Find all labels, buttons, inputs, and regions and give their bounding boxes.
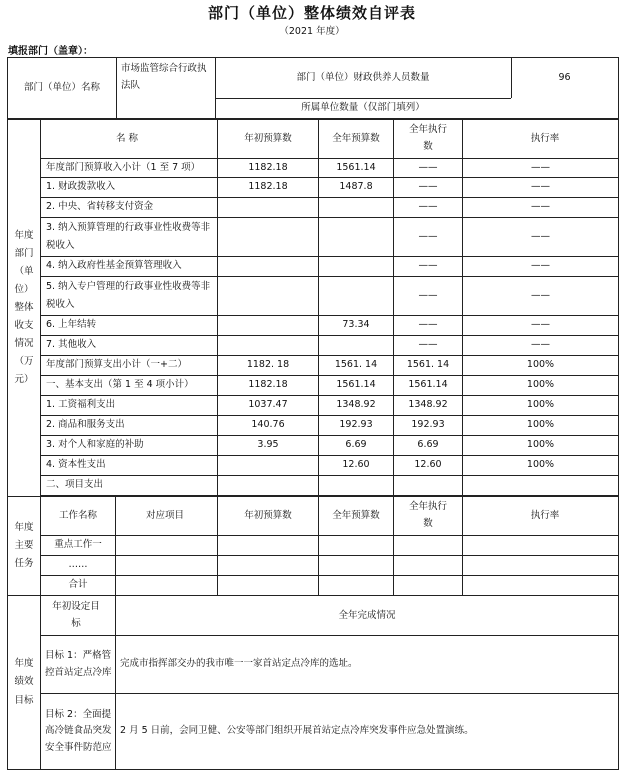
grid-line (7, 496, 619, 497)
grid-line (40, 415, 619, 416)
grid-line (40, 635, 619, 636)
finance-row-12-budget: 192.93 (339, 419, 373, 431)
goal-1: 目标 1：严格管控首站定点冷库 (45, 649, 112, 678)
finance-row-2-budget: 1487.8 (339, 181, 373, 193)
finance-row-13-budget: 6.69 (345, 439, 367, 451)
finance-row-1-rate: —— (531, 161, 550, 173)
finance-row-5-name: 4. 纳入政府性基金预算管理收入 (46, 260, 182, 272)
finance-row-11-initial: 1037.47 (248, 399, 288, 411)
finance-row-2-executed: —— (418, 181, 438, 193)
grid-line (215, 98, 511, 99)
tasks-header-initial: 年初预算数 (244, 509, 292, 521)
grid-line (40, 177, 619, 178)
finance-row-6-initial (218, 277, 318, 315)
finance-row-3-initial (218, 198, 318, 217)
finance-row-8-initial (218, 336, 318, 355)
grid-line (40, 315, 619, 316)
grid-line (40, 455, 619, 456)
finance-row-8-name: 7. 其他收入 (46, 339, 97, 351)
finance-row-1-executed: —— (418, 161, 438, 173)
finance-row-4-executed: —— (418, 230, 438, 242)
grid-line (40, 435, 619, 436)
finance-row-13-initial: 3.95 (257, 439, 279, 451)
grid-line (115, 595, 116, 769)
grid-line (462, 496, 463, 595)
grid-line (393, 119, 394, 496)
tasks-row-1: 重点工作一 (54, 539, 102, 551)
staff-count-value: 96 (558, 71, 571, 83)
unit-name-value: 市场监管综合行政执法队 (121, 63, 207, 91)
finance-row-5-executed: —— (418, 260, 438, 272)
finance-row-10-budget: 1561.14 (336, 379, 376, 391)
grid-line (40, 355, 619, 356)
finance-row-9-budget: 1561. 14 (334, 359, 378, 371)
finance-header-name: 名 称 (115, 132, 139, 144)
finance-row-2-name: 1. 财政拨款收入 (46, 181, 116, 193)
finance-row-10-rate: 100% (526, 379, 555, 391)
grid-line (40, 555, 619, 556)
grid-line (7, 769, 619, 770)
finance-row-12-initial: 140.76 (251, 419, 285, 431)
finance-row-14-budget: 12.60 (342, 459, 370, 471)
grid-line (393, 496, 394, 595)
grid-line (318, 119, 319, 496)
grid-line (115, 496, 116, 595)
finance-row-2-initial: 1182.18 (248, 181, 288, 193)
grid-line (7, 595, 619, 596)
finance-row-11-budget: 1348.92 (336, 399, 376, 411)
finance-row-6-budget (319, 277, 393, 315)
finance-row-10-name: 一、基本支出（第 1 至 4 项小计） (46, 379, 194, 391)
finance-row-7-budget: 73.34 (342, 319, 370, 331)
finance-row-13-executed: 6.69 (417, 439, 439, 451)
finance-row-15-budget (319, 476, 393, 495)
finance-row-3-executed: —— (418, 201, 438, 213)
finance-row-1-name: 年度部门预算收入小计（1 至 7 项） (46, 161, 201, 173)
grid-line (462, 119, 463, 496)
finance-row-13-name: 3. 对个人和家庭的补助 (46, 439, 144, 451)
finance-row-4-initial (218, 218, 318, 256)
finance-row-7-executed: —— (418, 319, 438, 331)
tasks-header-project: 对应项目 (145, 509, 184, 521)
finance-row-7-name: 6. 上年结转 (46, 319, 97, 331)
grid-line (40, 197, 619, 198)
grid-line (40, 575, 619, 576)
finance-row-9-rate: 100% (526, 359, 555, 371)
finance-row-14-initial (218, 456, 318, 475)
finance-row-14-name: 4. 资本性支出 (46, 459, 106, 471)
finance-row-4-budget (319, 218, 393, 256)
finance-row-6-name: 5. 纳入专户管理的行政事业性收费等非税收入 (46, 280, 211, 310)
finance-row-1-budget: 1561.14 (336, 161, 376, 173)
finance-row-9-name: 年度部门预算支出小计（一+二） (46, 359, 187, 371)
finance-row-14-executed: 12.60 (414, 459, 442, 471)
goals-header-right: 全年完成情况 (338, 609, 396, 621)
finance-row-3-rate: —— (531, 201, 550, 213)
finance-row-1-initial: 1182.18 (248, 161, 288, 173)
finance-row-10-initial: 1182.18 (248, 379, 288, 391)
finance-row-15-rate (463, 476, 618, 495)
finance-section-label: 年度部门（单位）整体收支情况（万元） (14, 229, 34, 386)
tasks-header-work-name: 工作名称 (58, 509, 97, 521)
grid-line (40, 693, 619, 694)
grid-line (511, 57, 512, 98)
finance-header-initial: 年初预算数 (244, 132, 292, 144)
finance-row-2-rate: —— (531, 181, 550, 193)
finance-row-14-rate: 100% (526, 459, 555, 471)
grid-line (215, 57, 216, 119)
finance-row-5-budget (319, 257, 393, 276)
goal-2: 目标 2：全面提高冷链食品突发安全事件防范应 (45, 708, 112, 753)
finance-row-3-budget (319, 198, 393, 217)
finance-row-4-name: 3. 纳入预算管理的行政事业性收费等非税收入 (46, 221, 211, 251)
finance-row-11-name: 1. 工资福利支出 (46, 399, 116, 411)
tasks-header-full-budget: 全年预算数 (332, 509, 380, 521)
grid-line (40, 535, 619, 536)
finance-row-12-name: 2. 商品和服务支出 (46, 419, 125, 431)
tasks-row-2: …… (68, 559, 88, 571)
report-title: 部门（单位）整体绩效自评表 (207, 4, 416, 22)
finance-row-5-rate: —— (531, 260, 550, 272)
tasks-section-label: 年度主要任务 (14, 521, 34, 570)
grid-line (40, 335, 619, 336)
grid-line (40, 158, 619, 159)
sub-unit-count-label: 所属单位数量（仅部门填列） (301, 102, 425, 114)
filler-label: 填报部门（盖章）： (8, 46, 93, 57)
finance-row-10-executed: 1561.14 (408, 379, 448, 391)
tasks-row-3: 合计 (68, 579, 88, 591)
grid-line (40, 475, 619, 476)
grid-line (217, 496, 218, 595)
report-year: （2021 年度） (279, 26, 345, 37)
finance-row-8-budget (319, 336, 393, 355)
finance-row-6-rate: —— (531, 289, 550, 301)
tasks-header-rate: 执行率 (530, 509, 560, 521)
finance-row-9-executed: 1561. 14 (406, 359, 450, 371)
grid-line (116, 57, 117, 118)
finance-row-6-executed: —— (418, 289, 438, 301)
grid-line (40, 256, 619, 257)
finance-row-11-rate: 100% (526, 399, 555, 411)
finance-header-executed: 全年执行数 (408, 124, 447, 152)
finance-row-9-initial: 1182. 18 (246, 359, 290, 371)
finance-header-full-budget: 全年预算数 (332, 132, 380, 144)
finance-header-rate: 执行率 (530, 132, 560, 144)
finance-row-11-executed: 1348.92 (408, 399, 448, 411)
finance-row-8-rate: —— (531, 339, 550, 351)
finance-row-3-name: 2. 中央、省转移支付资金 (46, 201, 154, 213)
grid-line (40, 395, 619, 396)
finance-row-5-initial (218, 257, 318, 276)
tasks-header-executed: 全年执行数 (408, 501, 447, 529)
finance-row-8-executed: —— (418, 339, 438, 351)
grid-line (217, 119, 218, 496)
goal-2-result: 2 月 5 日前，会同卫健、公安等部门组织开展首站定点冷库突发事件应急处置演练。 (120, 725, 474, 737)
finance-row-12-rate: 100% (526, 419, 555, 431)
grid-line (618, 57, 619, 769)
grid-line (7, 57, 8, 769)
finance-row-4-rate: —— (531, 230, 550, 242)
finance-row-15-executed (394, 476, 462, 495)
grid-line (318, 496, 319, 595)
grid-line (7, 119, 619, 120)
finance-row-12-executed: 192.93 (411, 419, 445, 431)
grid-line (40, 217, 619, 218)
finance-row-15-name: 二、项目支出 (46, 479, 104, 491)
finance-row-7-initial (218, 316, 318, 335)
finance-row-13-rate: 100% (526, 439, 555, 451)
finance-row-15-initial (218, 476, 318, 495)
grid-line (7, 57, 619, 58)
goal-1-result: 完成市指挥部交办的我市唯一一家首站定点冷库的选址。 (120, 658, 358, 670)
unit-name-label: 部门（单位）名称 (23, 81, 100, 93)
staff-count-label: 部门（单位）财政供养人员数量 (296, 71, 430, 83)
finance-row-7-rate: —— (531, 319, 550, 331)
goals-header-left: 年初设定目标 (52, 601, 100, 629)
grid-line (40, 375, 619, 376)
goals-section-label: 年度绩效目标 (14, 658, 34, 706)
grid-line (40, 276, 619, 277)
